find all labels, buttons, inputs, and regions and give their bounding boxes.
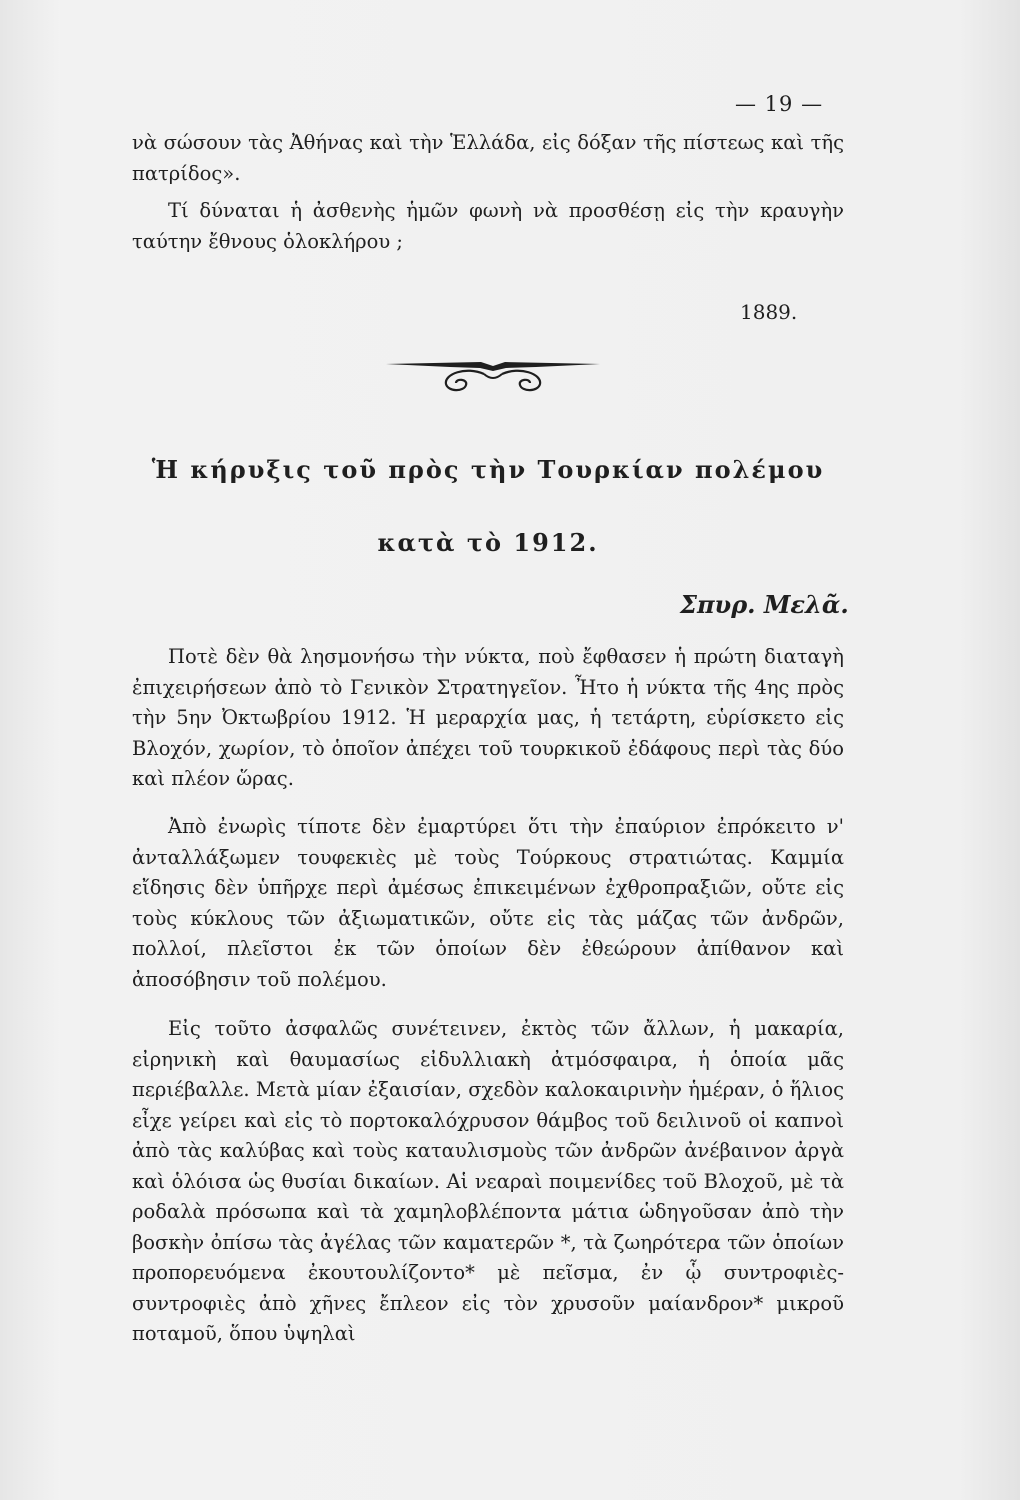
scroll-divider-icon xyxy=(386,352,600,398)
paragraph-1: Ποτὲ δὲν θὰ λησμονήσω τὴν νύκτα, ποὺ ἔφθασεν ἡ πρώτη διαταγὴ ἐπιχειρήσεων ἀπὸ τὸ Γενικὸν Στρατηγεῖον. Ἦτο ἡ νύκτα τῆς 4ης πρὸς τὴν 5ην Ὀκτωβρίου 1912. Ἡ μεραρχία μας, ἡ τετάρτη, εὑρίσκετο εἰς Βλοχόν, χωρίον, τὸ ὁποῖον ἀπέχει τοῦ τουρκικοῦ ἐδάφους περὶ τὰς δύο καὶ πλέον ὥρας. xyxy=(132,645,844,790)
article-author: Σπυρ. Μελᾶ. xyxy=(680,590,849,619)
date-year: 1889. xyxy=(740,300,798,324)
article-title: Ἡ κήρυξις τοῦ πρὸς τὴν Τουρκίαν πολέμου xyxy=(151,455,825,484)
paragraph-3: Εἰς τοῦτο ἀσφαλῶς συνέτεινεν, ἐκτὸς τῶν ἄλλων, ἡ μακαρία, εἰρηνικὴ καὶ θαυμασίως εἰδυλλιακὴ ἀτμόσφαιρα, ἡ ὁποία μᾶς περιέβαλλε. Μετὰ μίαν ἐξαισίαν, σχεδὸν καλοκαιρινὴν ἡμέραν, ὁ ἥλιος εἶχε γείρει καὶ εἰς τὸ πορτοκαλόχρυσον θάμβος τοῦ δειλινοῦ οἱ καπνοὶ ἀπὸ τὰς καλύβας καὶ τοὺς καταυλισμοὺς τῶν ἀνδρῶν ἀνέβαινον ἀργὰ καὶ ὁλόισα ὡς θυσίαι δικαίων. Αἱ νεαραὶ ποιμενίδες τοῦ Βλοχοῦ, μὲ τὰ ροδαλὰ πρόσωπα καὶ τὰ χαμηλοβλέποντα μάτια ὡδηγοῦσαν ἀπὸ τὴν βοσκὴν ὀπίσω τὰς ἀγέλας τῶν καματερῶν *, τὰ ζωηρότερα τῶν ὁποίων προπορευόμενα ἐκουτουλίζοντο* μὲ πεῖσμα, ἐν ᾧ συντροφιὲς-συντροφιὲς ἀπὸ χῆνες ἔπλεον εἰς τὸν χρυσοῦν μαίανδρον* μικροῦ ποταμοῦ, ὅπου ὑψηλαὶ xyxy=(132,1017,844,1345)
page-number: — 19 — xyxy=(735,92,824,116)
paragraph-2: Ἀπὸ ἐνωρὶς τίποτε δὲν ἐμαρτύρει ὅτι τὴν ἐπαύριον ἐπρόκειτο ν' ἀνταλλάξωμεν τουφεκιὲς μὲ τοὺς Τούρκους στρατιώτας. Καμμία εἴδησις δὲν ὑπῆρχε περὶ ἀμέσως ἐπικειμένων ἐχθροπραξιῶν, οὔτε εἰς τοὺς κύκλους τῶν ἀξιωματικῶν, οὔτε εἰς τὰς μάζας τῶν ἀνδρῶν, πολλοί, πλεῖστοι ἐκ τῶν ὁποίων δὲν ἐθεώρουν ἀπίθανον καὶ ἀποσόβησιν τοῦ πολέμου. xyxy=(132,815,844,991)
intro-paragraph: νὰ σώσουν τὰς Ἀθήνας καὶ τὴν Ἑλλάδα, εἰς δόξαν τῆς πίστεως καὶ τῆς πατρίδος». xyxy=(132,131,844,185)
article-title-date: κατὰ τὸ 1912. xyxy=(377,528,599,557)
question-paragraph: Τί δύναται ἡ ἀσθενὴς ἡμῶν φωνὴ νὰ προσθέσῃ εἰς τὴν κραυγὴν ταύτην ἔθνους ὁλοκλήρου ; xyxy=(132,199,844,253)
